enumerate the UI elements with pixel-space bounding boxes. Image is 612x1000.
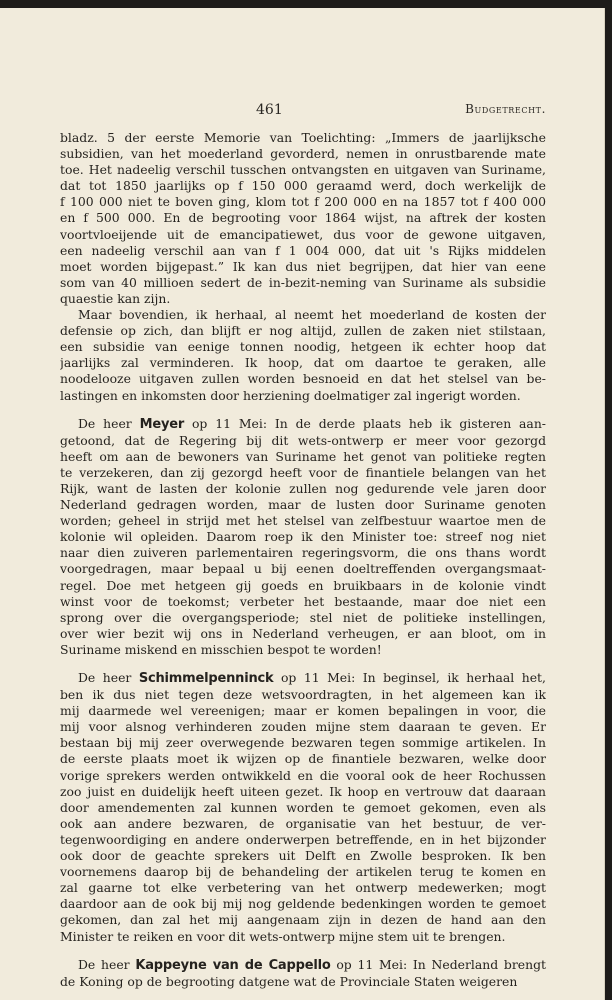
paragraph xyxy=(60,307,546,404)
text-line: een subsidie van eenige tonnen noodig, hetgeen ik echter hoop dat xyxy=(60,339,546,355)
paragraph xyxy=(60,130,546,307)
text-line: naar dien zuiveren parlementairen regeringsvorm, die ons thans wordt xyxy=(60,545,546,561)
speaker-name: Kappeyne van de Cappello xyxy=(135,957,331,973)
speaker-prefix: De heer xyxy=(78,956,130,972)
speaker-name: Schimmelpenninck xyxy=(138,671,274,686)
text-line: f 100 000 niet te boven ging, klom tot f 200 000 en na 1857 tot f 400 000 xyxy=(60,194,546,210)
text-line: bestaan bij mij zeer overwegende bezwaren tegen sommige artikelen. In xyxy=(60,735,546,751)
text-line: gekomen, dan zal het mij aangenaam zijn in dezen de hand aan den xyxy=(60,912,546,928)
text-line: Nederland gedragen worden, maar de lusten door Suriname genoten xyxy=(60,497,546,513)
text-line: som van 40 millioen sedert de in-bezit-neming van Suriname als subsidie xyxy=(60,274,546,290)
text-line: subsidien, van het moederland gevorderd, nemen in onrustbarende mate xyxy=(60,146,546,162)
text-line: daardoor aan de ook bij mij nog geldende bedenkingen worden te gemoet xyxy=(60,896,546,912)
text-line: lastingen en inkomsten door herziening doelmatiger zal ingerigt worden. xyxy=(60,387,521,403)
page-body xyxy=(60,130,546,990)
paragraph xyxy=(60,670,546,945)
book-page xyxy=(0,8,605,1000)
text-line: te verzekeren, dan zij gezorgd heeft voor de finantiele belangen van het xyxy=(60,464,546,480)
text-line: Minister te reiken en voor dit wets-ontwerp mijne stem uit te brengen. xyxy=(60,928,506,944)
text-line: moet worden bijgepast.” Ik kan dus niet begrijpen, dat hier van eene xyxy=(60,258,546,274)
text-line: de Koning op de begrooting datgene wat de Provinciale Staten weigeren xyxy=(60,973,518,989)
text-line: vorige sprekers werden ontwikkeld en die vooral ook de heer Rochussen xyxy=(60,767,546,783)
text-line: winst voor de toekomst; verbeter het bestaande, maar doe niet een xyxy=(60,593,546,609)
text-line: kolonie wil opleiden. Daarom roep ik den Minister toe: streef nog niet xyxy=(60,529,546,545)
paragraph-first-line xyxy=(60,670,546,687)
text-line: voornemens daarop bij de behandeling der artikelen terug te komen en xyxy=(60,864,546,880)
text-line: defensie op zich, dan blijft er nog altijd, zullen de zaken niet stilstaan, xyxy=(60,323,546,339)
text-line: worden; geheel in strijd met het stelsel van zelfbestuur waartoe men de xyxy=(60,513,546,529)
speaker-intro: op 11 Mei: In Nederland brengt xyxy=(336,956,546,972)
text-line: over wier bezit wij ons in Nederland verheugen, er aan bloot, om in xyxy=(60,625,546,641)
running-title: Budgetrecht. xyxy=(465,102,546,116)
text-line: en f 500 000. En de begrooting voor 1864 wijst, na aftrek der kosten xyxy=(60,210,546,226)
text-line: jaarlijks zal verminderen. Ik hoop, dat om daartoe te geraken, alle xyxy=(60,355,546,371)
speaker-name: Meyer xyxy=(139,416,185,432)
text-line: toe. Het nadeelig verschil tusschen ontvangsten en uitgaven van Suriname, xyxy=(60,162,546,178)
text-line: mij daarmede wel vereenigen; maar er komen bepalingen in voor, die xyxy=(60,703,546,719)
text-line: noodelooze uitgaven zullen worden besnoeid en dat het stelsel van be- xyxy=(60,371,546,387)
text-line: de eerste plaats moet ik wijzen op de finantiele bezwaren, welke door xyxy=(60,751,546,767)
text-line: voorgedragen, maar bepaal u bij eenen doeltreffenden overgangsmaat- xyxy=(60,561,546,577)
paragraph xyxy=(60,957,546,990)
text-line: quaestie kan zijn. xyxy=(60,290,171,306)
speaker-intro: op 11 Mei: In beginsel, ik herhaal het, xyxy=(280,670,546,685)
running-head xyxy=(60,102,546,122)
text-line: mij voor alsnog verhinderen zouden mijne stem daaraan te geven. Er xyxy=(60,719,546,735)
text-line: sprong over die overgangsperiode; stel niet de politieke instellingen, xyxy=(60,609,546,625)
text-line: heeft om aan de bewoners van Suriname het genot van politieke regten xyxy=(60,448,546,464)
paragraph-first-line xyxy=(60,416,546,433)
text-line: regel. Doe met hetgeen gij goeds en bruikbaars in de kolonie vindt xyxy=(60,577,546,593)
page-number: 461 xyxy=(256,102,283,118)
text-line: tegenwoordiging en andere onderwerpen betreffende, en in het bijzonder xyxy=(60,831,546,847)
text-line: Maar bovendien, ik herhaal, al neemt het moederland de kosten der xyxy=(78,307,546,323)
text-line: bladz. 5 der eerste Memorie van Toelichting: „Immers de jaarlijksche xyxy=(60,130,546,145)
text-line: getoond, dat de Regering bij dit wets-ontwerp er meer voor gezorgd xyxy=(60,432,546,448)
speaker-prefix: De heer xyxy=(78,415,132,431)
text-line: voortvloeijende uit de emancipatiewet, dus voor de gewone uitgaven, xyxy=(60,226,546,242)
text-line: ook aan andere bezwaren, de organisatie van het bestuur, de ver- xyxy=(60,815,546,831)
paragraph xyxy=(60,416,546,658)
text-line: Rijk, want de lasten der kolonie zullen nog gedurende vele jaren door xyxy=(60,480,546,496)
text-line: Suriname miskend en misschien bespot te worden! xyxy=(60,641,382,657)
text-line: een nadeelig verschil aan van f 1 004 000, dat uit 's Rijks middelen xyxy=(60,242,546,258)
text-line: dat tot 1850 jaarlijks op f 150 000 geraamd werd, doch werkelijk de xyxy=(60,178,546,194)
text-line: door amendementen zal kunnen worden te gemoet gekomen, even als xyxy=(60,799,546,815)
text-line: ook door de geachte sprekers uit Delft en Zwolle besproken. Ik ben xyxy=(60,848,546,864)
paragraph-first-line xyxy=(60,957,546,974)
speaker-prefix: De heer xyxy=(78,670,132,685)
speaker-intro: op 11 Mei: In de derde plaats heb ik gisteren aan- xyxy=(191,415,546,431)
text-line: ben ik dus niet tegen deze wetsvoordragten, in het algemeen kan ik xyxy=(60,687,546,703)
text-line: zoo juist en duidelijk heeft uiteen gezet. Ik hoop en vertrouw dat daaraan xyxy=(60,783,546,799)
text-line: zal gaarne tot elke verbetering van het ontwerp medewerken; mogt xyxy=(60,880,546,896)
